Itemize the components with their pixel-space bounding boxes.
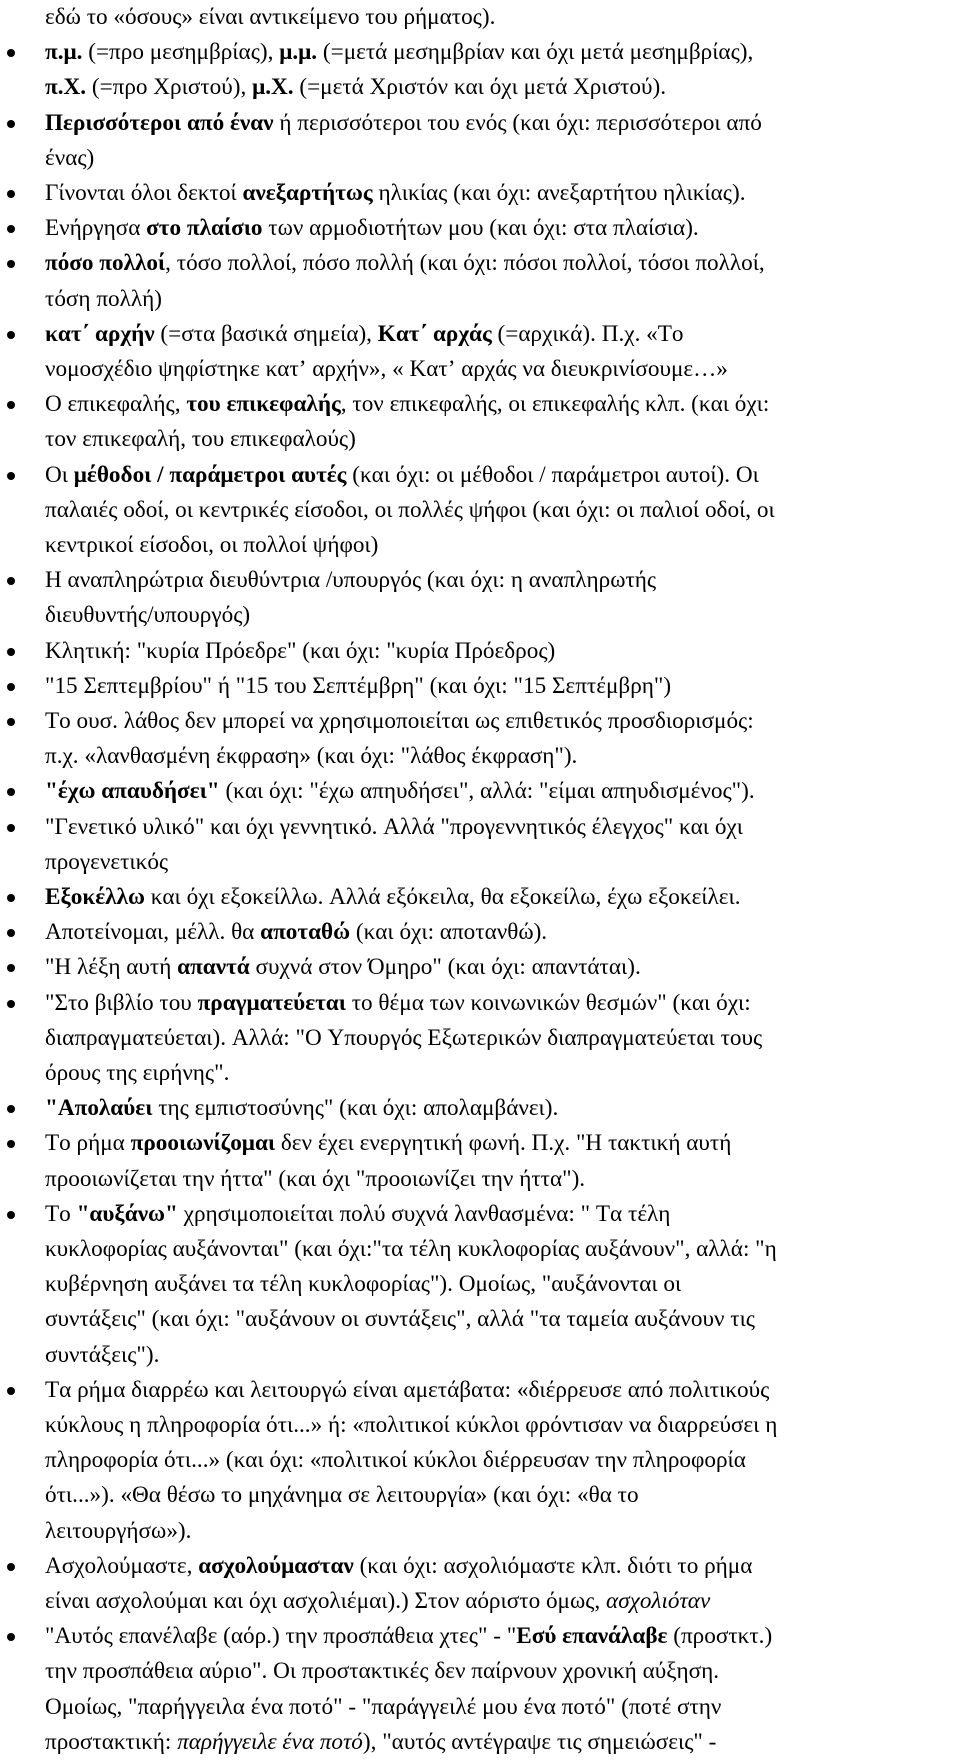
bold-term: μέθοδοι / παράμετροι αυτές (73, 461, 347, 488)
text-line (0, 1478, 960, 1514)
list-item (0, 704, 960, 740)
bold-term: ανεξαρτήτως (242, 180, 373, 206)
line-text (45, 1373, 769, 1408)
text-run: π.χ. «λανθασμένη έκφραση» (και όχι: "λάθος έκφραση"). (45, 743, 578, 770)
line-text (45, 986, 751, 1021)
text-line (0, 1056, 960, 1092)
text-run: την προσπάθεια αύριο". Οι προστακτικές δεν παίρνουν χρονική αύξηση. (45, 1658, 720, 1685)
bullet-icon (7, 1000, 15, 1008)
text-run: και όχι εξοκείλλω. Αλλά εξόκειλα, θα εξοκείλω, έχω εξοκείλει. (144, 884, 741, 910)
text-run: δεν έχει ενεργητική φωνή. Π.χ. "Η τακτική αυτή (275, 1130, 732, 1157)
text-run: ), "αυτός αντέγραψε τις σημειώσεις" - (362, 1728, 717, 1755)
text-line (0, 282, 960, 318)
text-run: (και όχι: "έχω απηυδήσει", αλλά: "είμαι απηυδισμένος"). (219, 778, 755, 805)
text-line (0, 1654, 960, 1690)
text-run: παλαιές οδοί, οι κεντρικές είσοδοι, οι πολλές ψήφοι (και όχι: οι παλιοί οδοί, οι (45, 496, 775, 523)
text-run: , τόσο πολλοί, πόσο πολλή (και όχι: πόσοι πολλοί, τόσοι πολλοί, (165, 250, 765, 277)
bold-term: κατ΄ αρχήν (45, 320, 155, 347)
bold-term: αποταθώ (260, 919, 351, 946)
line-text (45, 739, 577, 774)
text-run: (=προ Χριστού), (86, 74, 253, 101)
line-text (45, 1690, 721, 1725)
bold-term: μ.Χ. (252, 74, 294, 101)
text-line (0, 1690, 960, 1726)
line-text (45, 246, 765, 281)
bold-term: Περισσότεροι από έναν (45, 109, 274, 136)
line-text (45, 845, 168, 880)
line-text (45, 1232, 777, 1267)
line-text (45, 1725, 716, 1760)
text-line (0, 1267, 960, 1303)
line-text (45, 1162, 585, 1197)
text-line (0, 1514, 960, 1550)
text-run: ότι...»). «Θα θέσω το μηχάνημα σε λειτουργία» (και όχι: «θα το (45, 1482, 639, 1509)
text-run: Γίνονται όλοι δεκτοί (45, 180, 243, 206)
bullet-icon (7, 1633, 15, 1641)
line-text (45, 422, 356, 457)
text-line (0, 1232, 960, 1268)
text-run: , τον επικεφαλής, οι επικεφαλής κλπ. (και όχι: (340, 391, 770, 418)
line-text (45, 1091, 558, 1126)
text-line (0, 422, 960, 458)
text-run: όρους της ειρήνης". (45, 1060, 230, 1086)
list-item (0, 1197, 960, 1233)
bold-term: Εξοκέλλω (45, 884, 145, 910)
text-run: (=στα βασικά σημεία), (154, 320, 378, 347)
line-text (45, 106, 762, 141)
text-line (0, 1584, 960, 1620)
text-run: "Η λέξη αυτή (45, 954, 178, 981)
list-item (0, 915, 960, 951)
bold-term: προοιωνίζομαι (130, 1130, 276, 1157)
bullet-icon (7, 1140, 15, 1148)
text-line (0, 1338, 960, 1374)
text-run: ηλικίας (και όχι: ανεξαρτήτου ηλικίας). (372, 180, 746, 206)
line-text (45, 1267, 681, 1302)
bold-term: "αυξάνω" (76, 1200, 178, 1227)
text-run: "Στο βιβλίο του (45, 989, 198, 1016)
bullet-icon (7, 225, 15, 233)
text-line (0, 0, 960, 36)
list-item (0, 106, 960, 142)
text-run: κυβέρνηση αυξάνει τα τέλη κυκλοφορίας"). Ομοίως, "αυξάνονται οι (45, 1271, 682, 1298)
text-run: (και όχι: οι μέθοδοι / παράμετροι αυτοί). Οι (346, 461, 759, 488)
text-run: Τα ρήμα διαρρέω και λειτουργώ είναι αμετάβατα: «διέρρευσε από πολιτικούς (45, 1376, 770, 1403)
text-run: (και όχι: αποτανθώ). (350, 919, 548, 946)
list-item (0, 458, 960, 494)
text-line (0, 493, 960, 529)
line-text (45, 1478, 639, 1513)
bold-term: "έχω απαυδήσει" (45, 778, 220, 805)
text-run: Αποτείνομαι, μέλλ. θα (45, 919, 261, 946)
text-run: Η αναπληρώτρια διευθύντρια /υπουργός (και όχι: η αναπληρωτής (45, 567, 657, 594)
text-run: πληροφορία ότι...» (και όχι: «πολιτικοί κύκλοι διέρρευσαν την πληροφορία (45, 1447, 746, 1474)
italic-term: ασχολιόταν (606, 1588, 711, 1614)
bullet-icon (7, 894, 15, 902)
text-run: κεντρικοί είσοδοι, οι πολλοί ψήφοι) (45, 532, 379, 558)
text-run: "Γενετικό υλικό" και όχι γεννητικό. Αλλά "προγεννητικός έλεγχος" και όχι (45, 813, 743, 840)
text-run: "Αυτός επανέλαβε (αόρ.) την προσπάθεια χτες" - " (45, 1623, 517, 1650)
line-text (45, 1056, 229, 1091)
line-text (45, 1408, 777, 1443)
list-item (0, 563, 960, 599)
line-text (45, 950, 641, 985)
list-item (0, 211, 960, 247)
text-run: διαπραγματεύεται). Αλλά: "Ο Υπουργός Εξωτερικών διαπραγματεύεται τους (45, 1024, 763, 1051)
bullet-icon (7, 401, 15, 409)
line-text (45, 810, 743, 845)
text-run: κυκλοφορίας αυξάνονται" (και όχι:"τα τέλη κυκλοφορίας αυξάνουν", αλλά: "η (45, 1236, 777, 1262)
line-text (45, 1302, 755, 1337)
text-run: (=προ μεσημβρίας), (82, 39, 280, 66)
bullet-icon (7, 577, 15, 585)
line-text (45, 528, 378, 563)
bullet-icon (7, 1563, 15, 1571)
text-run: Το ρήμα (45, 1130, 131, 1157)
line-text (45, 1443, 746, 1478)
text-run: Ο επικεφαλής, (45, 391, 187, 418)
list-item (0, 387, 960, 423)
text-run: τόση πολλή) (45, 285, 162, 312)
bullet-icon (7, 49, 15, 57)
line-text (45, 176, 746, 211)
text-run: (=μετά Χριστόν και όχι μετά Χριστού). (293, 74, 667, 101)
list-item (0, 317, 960, 353)
text-run: "15 Σεπτεμβρίου" ή "15 του Σεπτέμβρη" (και όχι: "15 Σεπτέμβρη") (45, 672, 672, 699)
text-line (0, 1443, 960, 1479)
text-run: κύκλους η πληροφορία ότι...» ή: «πολιτικοί κύκλοι φρόντισαν να διαρρεύσει η (45, 1412, 778, 1438)
text-line (0, 1021, 960, 1057)
list-item (0, 774, 960, 810)
bold-term: του επικεφαλής (186, 391, 341, 418)
text-run: ένας) (45, 144, 95, 171)
text-line (0, 70, 960, 106)
bold-term: π.μ. (45, 39, 83, 66)
text-run: Ενήργησα (45, 215, 147, 242)
text-run: προγενετικός (45, 848, 169, 875)
line-text (45, 1584, 710, 1619)
line-text (45, 141, 94, 176)
text-run: συντάξεις" (και όχι: "αυξάνουν οι συντάξεις", αλλά "τα ταμεία αυξάνουν τις (45, 1306, 755, 1333)
text-line (0, 739, 960, 775)
bold-term: "Απολαύει (45, 1095, 153, 1122)
text-run: είναι ασχολούμαι και όχι ασχολιέμαι).) Στον αόριστο όμως, (45, 1588, 607, 1614)
bullet-icon (7, 718, 15, 726)
line-text (45, 915, 547, 950)
text-run: των αρμοδιοτήτων μου (και όχι: στα πλαίσια). (262, 215, 699, 242)
bullet-icon (7, 120, 15, 128)
bullet-icon (7, 1387, 15, 1395)
bold-term: π.Χ. (45, 74, 87, 101)
list-item (0, 810, 960, 846)
text-run: λειτουργήσω»). (45, 1517, 192, 1544)
line-text (45, 35, 753, 70)
bullet-icon (7, 260, 15, 268)
bullet-icon (7, 1211, 15, 1219)
bold-term: απαντά (177, 954, 250, 981)
line-text (45, 774, 755, 809)
line-text (45, 317, 684, 352)
italic-term: παρήγγειλε ένα ποτό (177, 1728, 363, 1755)
text-run: της εμπιστοσύνης" (και όχι: απολαμβάνει). (152, 1095, 559, 1122)
text-run: χρησιμοποιείται πολύ συχνά λανθασμένα: " Τα τέλη (177, 1200, 671, 1227)
bullet-icon (7, 331, 15, 339)
text-run: το θέμα των κοινωνικών θεσμών" (και όχι: (345, 989, 751, 1016)
line-text (45, 352, 728, 387)
line-text (45, 493, 775, 528)
bullet-icon (7, 788, 15, 796)
text-run: Ομοίως, "παρήγγειλα ένα ποτό" - "παράγγειλέ μου ένα ποτό" (ποτέ στην (45, 1693, 722, 1720)
list-item (0, 950, 960, 986)
list-item (0, 176, 960, 212)
bold-term: στο πλαίσιο (146, 215, 263, 242)
text-run: Το (45, 1200, 77, 1227)
text-run: Κλητική: "κυρία Πρόεδρε" (και όχι: "κυρία Πρόεδρος) (45, 637, 556, 664)
list-item (0, 1091, 960, 1127)
text-run: Το ουσ. λάθος δεν μπορεί να χρησιμοποιείται ως επιθετικός προσδιορισμός: (45, 708, 754, 734)
bullet-icon (7, 964, 15, 972)
bullet-icon (7, 824, 15, 832)
line-text (45, 1514, 191, 1549)
text-run: ή περισσότεροι του ενός (και όχι: περισσότεροι από (273, 109, 762, 136)
list-item (0, 1619, 960, 1655)
text-line (0, 845, 960, 881)
line-text (45, 458, 759, 493)
bold-term: μ.μ. (279, 39, 318, 66)
text-line (0, 528, 960, 564)
list-item (0, 634, 960, 670)
line-text (45, 1021, 762, 1056)
list-item (0, 1373, 960, 1409)
text-run: Οι (45, 461, 74, 488)
line-text (45, 634, 555, 669)
bullet-icon (7, 929, 15, 937)
line-text (45, 282, 162, 317)
text-run: εδώ το «όσους» είναι αντικείμενο του ρήματος). (45, 4, 496, 30)
text-line (0, 1725, 960, 1761)
text-line (0, 352, 960, 388)
text-run: (προστκτ.) (667, 1623, 773, 1650)
line-text (45, 1549, 752, 1584)
line-text (45, 880, 741, 915)
text-run: συχνά στον Όμηρο" (και όχι: απαντάται). (249, 954, 641, 981)
text-line (0, 598, 960, 634)
bullet-icon (7, 472, 15, 480)
list-item (0, 246, 960, 282)
text-run: Ασχολούμαστε, (45, 1552, 199, 1579)
bold-term: Εσύ επανάλαβε (516, 1623, 668, 1650)
list-item (0, 669, 960, 705)
line-text (45, 1338, 159, 1373)
text-line (0, 1162, 960, 1198)
bold-term: ασχολούμασταν (198, 1552, 354, 1579)
text-line (0, 1408, 960, 1444)
list-item (0, 880, 960, 916)
text-run: τον επικεφαλή, του επικεφαλούς) (45, 426, 356, 453)
bold-term: Κατ΄ αρχάς (377, 320, 492, 347)
text-run: διευθυντής/υπουργός) (45, 602, 251, 629)
line-text (45, 70, 666, 105)
text-run: προοιωνίζεται την ήττα" (και όχι "προοιωνίζει την ήττα"). (45, 1165, 586, 1192)
line-text (45, 1197, 670, 1232)
bullet-icon (7, 190, 15, 198)
line-text (45, 387, 769, 422)
text-run: (=αρχικά). Π.χ. «Το (491, 320, 684, 347)
line-text (45, 1654, 719, 1689)
list-item (0, 1549, 960, 1585)
text-run: (=μετά μεσημβρίαν και όχι μετά μεσημβρίας), (317, 39, 754, 66)
line-text (45, 704, 754, 739)
text-run: συντάξεις"). (45, 1341, 160, 1368)
bullet-icon (7, 683, 15, 691)
line-text (45, 0, 495, 35)
line-text (45, 1619, 772, 1654)
line-text (45, 1126, 731, 1161)
list-item (0, 35, 960, 71)
line-text (45, 211, 699, 246)
bullet-icon (7, 648, 15, 656)
line-text (45, 598, 250, 633)
text-line (0, 1302, 960, 1338)
bold-term: πραγματεύεται (197, 989, 346, 1016)
text-run: νομοσχέδιο ψηφίστηκε κατ’ αρχήν», « Κατ’ αρχάς να διευκρινίσουμε…» (45, 356, 728, 382)
text-line (0, 141, 960, 177)
text-run: προστακτική: (45, 1728, 178, 1755)
line-text (45, 669, 671, 704)
list-item (0, 986, 960, 1022)
list-item (0, 1126, 960, 1162)
bold-term: πόσο πολλοί (45, 250, 166, 277)
text-run: (και όχι: ασχολιόμαστε κλπ. διότι το ρήμα (353, 1552, 753, 1579)
bullet-icon (7, 1105, 15, 1113)
line-text (45, 563, 656, 598)
